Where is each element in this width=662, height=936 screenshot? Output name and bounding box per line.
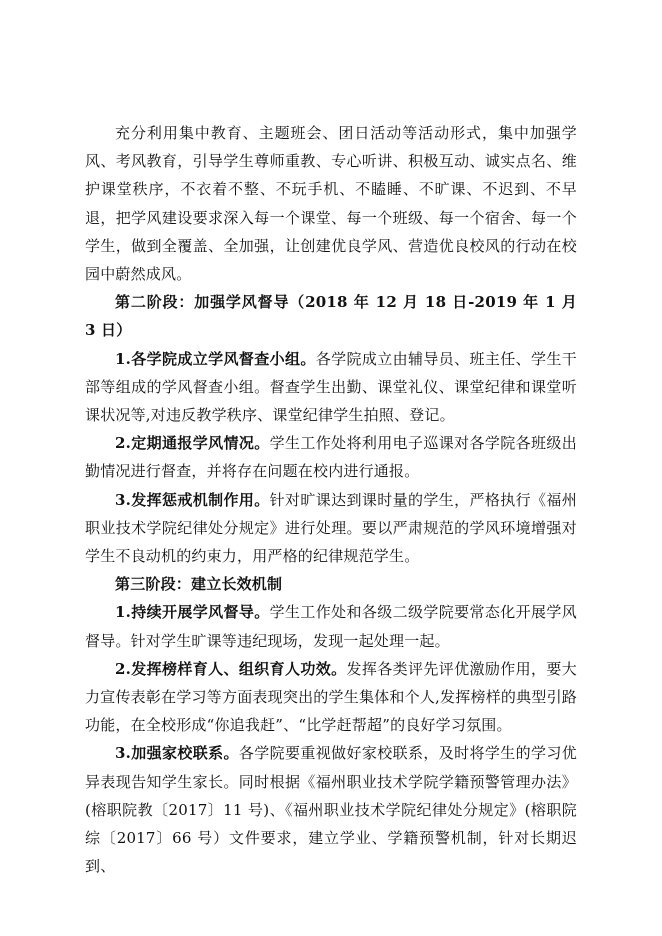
stage3-heading: 第三阶段：建立长效机制	[115, 575, 283, 594]
item-3-2-title: 2.发挥榜样育人、组织育人功效。	[115, 659, 347, 678]
item-2-2-title: 2.定期通报学风情况。	[115, 434, 270, 453]
item-2-1-paragraph	[85, 345, 577, 430]
intro-paragraph: 充分利用集中教育、主题班会、团日活动等活动形式，集中加强学风、考风教育，引导学生尊师重教、专心听讲、积极互动、诚实点名、维护课堂秩序，不衣着不整、不玩手机、不瞌睡、不旷课、不迟到、不早退，把学风建设要求深入每一个课堂、每一个班级、每一个宿舍、每一个学生，做到全覆盖、全加强，让创建优良学风、营造优良校风的行动在校园中蔚然成风。	[85, 124, 577, 284]
item-2-3-paragraph	[85, 486, 577, 571]
stage2-heading: 第二阶段：加强学风督导（2018 年 12 月 18 日-2019 年 1 月 3 日）	[85, 293, 577, 340]
item-3-1-title: 1.持续开展学风督导。	[115, 603, 270, 622]
item-2-2-body: 学生工作处将利用电子巡课对各学院各班级出勤情况进行督查，并将存在问题在校内进行通报。	[85, 434, 577, 481]
item-3-1-body: 学生工作处和各级二级学院要常态化开展学风督导。针对学生旷课等违纪现场，发现一起处理一起。	[85, 603, 577, 650]
document-body	[85, 119, 577, 880]
item-2-2-paragraph	[85, 429, 577, 485]
item-2-3-title: 3.发挥惩戒机制作用。	[115, 490, 270, 509]
item-3-2-paragraph	[85, 655, 577, 740]
item-3-1-paragraph	[85, 598, 577, 654]
item-3-3-body: 各学院要重视做好家校联系，及时将学生的学习优异表现告知学生家长。同时根据《福州职业技术学院学籍预警管理办法》(榕职院教〔2017〕11 号)、《福州职业技术学院纪律处分规定》(榕职院综〔2017〕66 号）文件要求，建立学业、学籍预警机制，针对长期迟到、	[85, 744, 577, 876]
item-3-3-title: 3.加强家校联系。	[115, 744, 239, 763]
item-2-3-body: 针对旷课达到课时量的学生，严格执行《福州职业技术学院纪律处分规定》进行处理。要以严肃规范的学风环境增强对学生不良动机的约束力，用严格的纪律规范学生。	[85, 490, 577, 566]
item-2-1-title: 1.各学院成立学风督查小组。	[115, 349, 316, 368]
item-2-1-body: 各学院成立由辅导员、班主任、学生干部等组成的学风督查小组。督查学生出勤、课堂礼仪、课堂纪律和课堂听课状况等,对违反教学秩序、课堂纪律学生拍照、登记。	[85, 349, 577, 425]
item-3-3-paragraph	[85, 739, 577, 880]
item-3-2-body: 发挥各类评先评优激励作用，要大力宣传表彰在学习等方面表现突出的学生集体和个人,发挥榜样的典型引路功能，在全校形成“你追我赶”、“比学赶帮超”的良好学习氛围。	[85, 659, 577, 735]
